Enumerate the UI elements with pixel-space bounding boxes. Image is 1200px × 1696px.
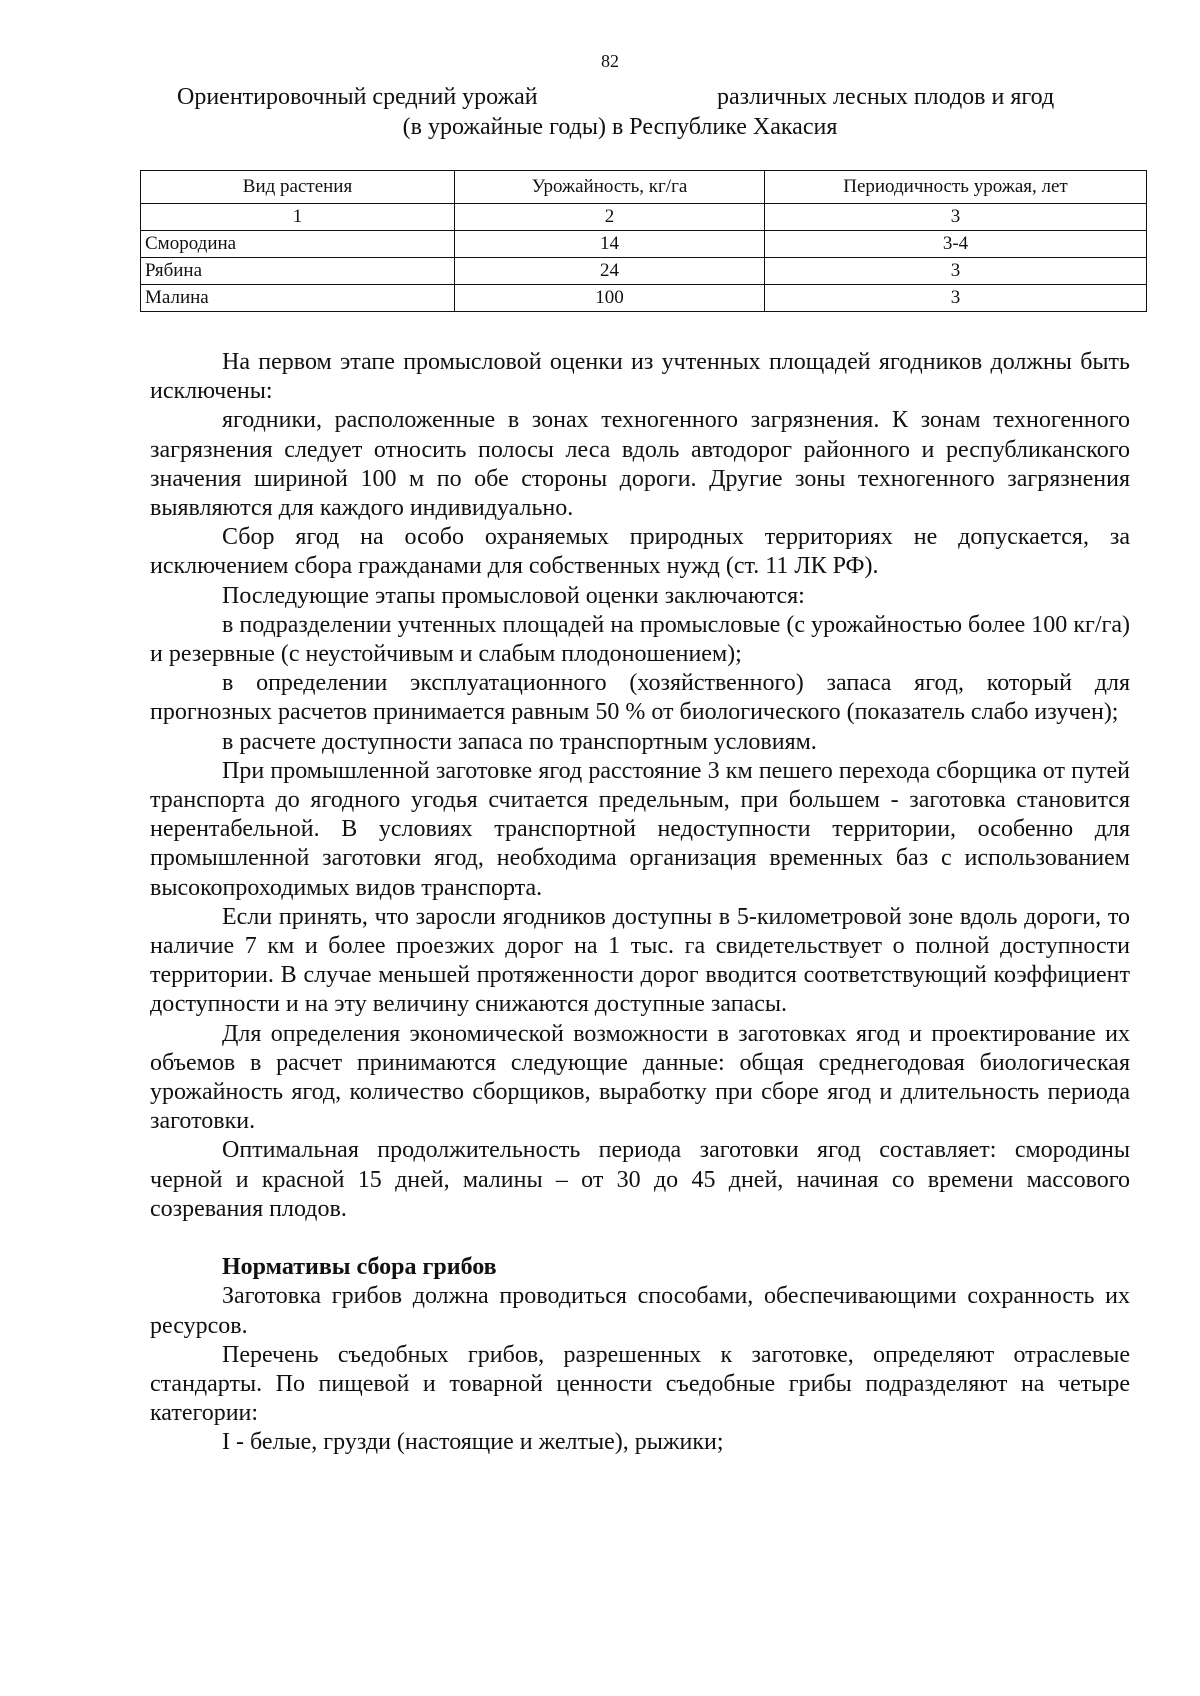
page-number: 82 [601,51,619,71]
body-text [150,348,1130,1458]
table-cell-period: 3 [765,285,1147,312]
table-row [141,285,1147,312]
table-cell-period: 3 [765,258,1147,285]
table-header-row [141,171,1147,204]
table-row [141,258,1147,285]
table-cell-period: 3-4 [765,231,1147,258]
title-line1-left: Ориентировочный средний урожай [177,84,538,110]
title-line1-right: различных лесных плодов и ягод [717,84,1055,110]
table-header-cell: Периодичность урожая, лет [765,171,1147,204]
paragraph: Сбор ягод на особо охраняемых природных территориях не допускается, за исключением сбора гражданами для собственных нужд (ст. 11 ЛК РФ). [150,524,1130,580]
paragraph: Последующие этапы промысловой оценки заключаются: [222,582,805,609]
table-column-number: 3 [765,204,1147,231]
paragraph: в подразделении учтенных площадей на промысловые (с урожайностью более 100 кг/га) и резервные (с неустойчивым и слабым плодоношением); [150,611,1130,668]
title-line2: (в урожайные годы) в Республике Хакасия [402,114,838,140]
paragraph: Заготовка грибов должна проводиться способами, обеспечивающими сохранность их ресурсов. [150,1283,1130,1339]
table-cell-yield: 14 [455,231,765,258]
table-column-number: 2 [455,204,765,231]
yield-table [140,170,1147,312]
table-cell-yield: 24 [455,258,765,285]
table-cell-plant: Рябина [141,258,455,285]
paragraph: Для определения экономической возможности в заготовках ягод и проектирование их объемов в расчет принимаются следующие данные: общая среднегодовая биологическая урожайность ягод, количество сборщиков, выработку при сборе ягод и длительность периода заготовки. [150,1020,1130,1135]
paragraph: ягодники, расположенные в зонах техногенного загрязнения. К зонам техногенного загрязнения следует относить полосы леса вдоль автодорог районного и республиканского значения шириной 100 м по обе стороны дороги. Другие зоны техногенного загрязнения выявляются для каждого индивидуально. [150,407,1130,522]
table-row [141,231,1147,258]
table-column-number-row [141,204,1147,231]
table-header-cell: Вид растения [141,171,455,204]
table-header-cell: Урожайность, кг/га [455,171,765,204]
paragraph: в определении эксплуатационного (хозяйственного) запаса ягод, который для прогнозных расчетов принимается равным 50 % от биологического (показатель слабо изучен); [150,670,1130,726]
paragraph: На первом этапе промысловой оценки из учтенных площадей ягодников должны быть исключены: [150,349,1130,405]
paragraph: Перечень съедобных грибов, разрешенных к заготовке, определяют отраслевые стандарты. По пищевой и товарной ценности съедобные грибы подразделяют на четыре категории: [150,1341,1130,1427]
table-cell-yield: 100 [455,285,765,312]
paragraph: в расчете доступности запаса по транспортным условиям. [222,728,817,755]
table-cell-plant: Смородина [141,231,455,258]
paragraph: При промышленной заготовке ягод расстояние 3 км пешего перехода сборщика от путей транспорта до ягодного угодья считается предельным, при большем - заготовка становится нерентабельной. В условиях транспортной недоступности территории, особенно для промышленной заготовки ягод, необходима организация временных баз с использованием высокопроходимых видов транспорта. [150,757,1130,901]
table-cell-plant: Малина [141,285,455,312]
table-column-number: 1 [141,204,455,231]
paragraph: Если принять, что заросли ягодников доступны в 5-километровой зоне вдоль дороги, то наличие 7 км и более проезжих дорог на 1 тыс. га свидетельствует о полной доступности территории. В случае меньшей протяженности дорог вводится соответствующий коэффициент доступности и на эту величину снижаются доступные запасы. [150,903,1130,1018]
paragraph: Оптимальная продолжительность периода заготовки ягод составляет: смородины черной и красной 15 дней, малины – от 30 до 45 дней, начиная со времени массового созревания плодов. [150,1137,1130,1222]
paragraph: I - белые, грузди (настоящие и желтые), рыжики; [222,1429,724,1456]
section-heading-mushrooms: Нормативы сбора грибов [222,1254,497,1281]
